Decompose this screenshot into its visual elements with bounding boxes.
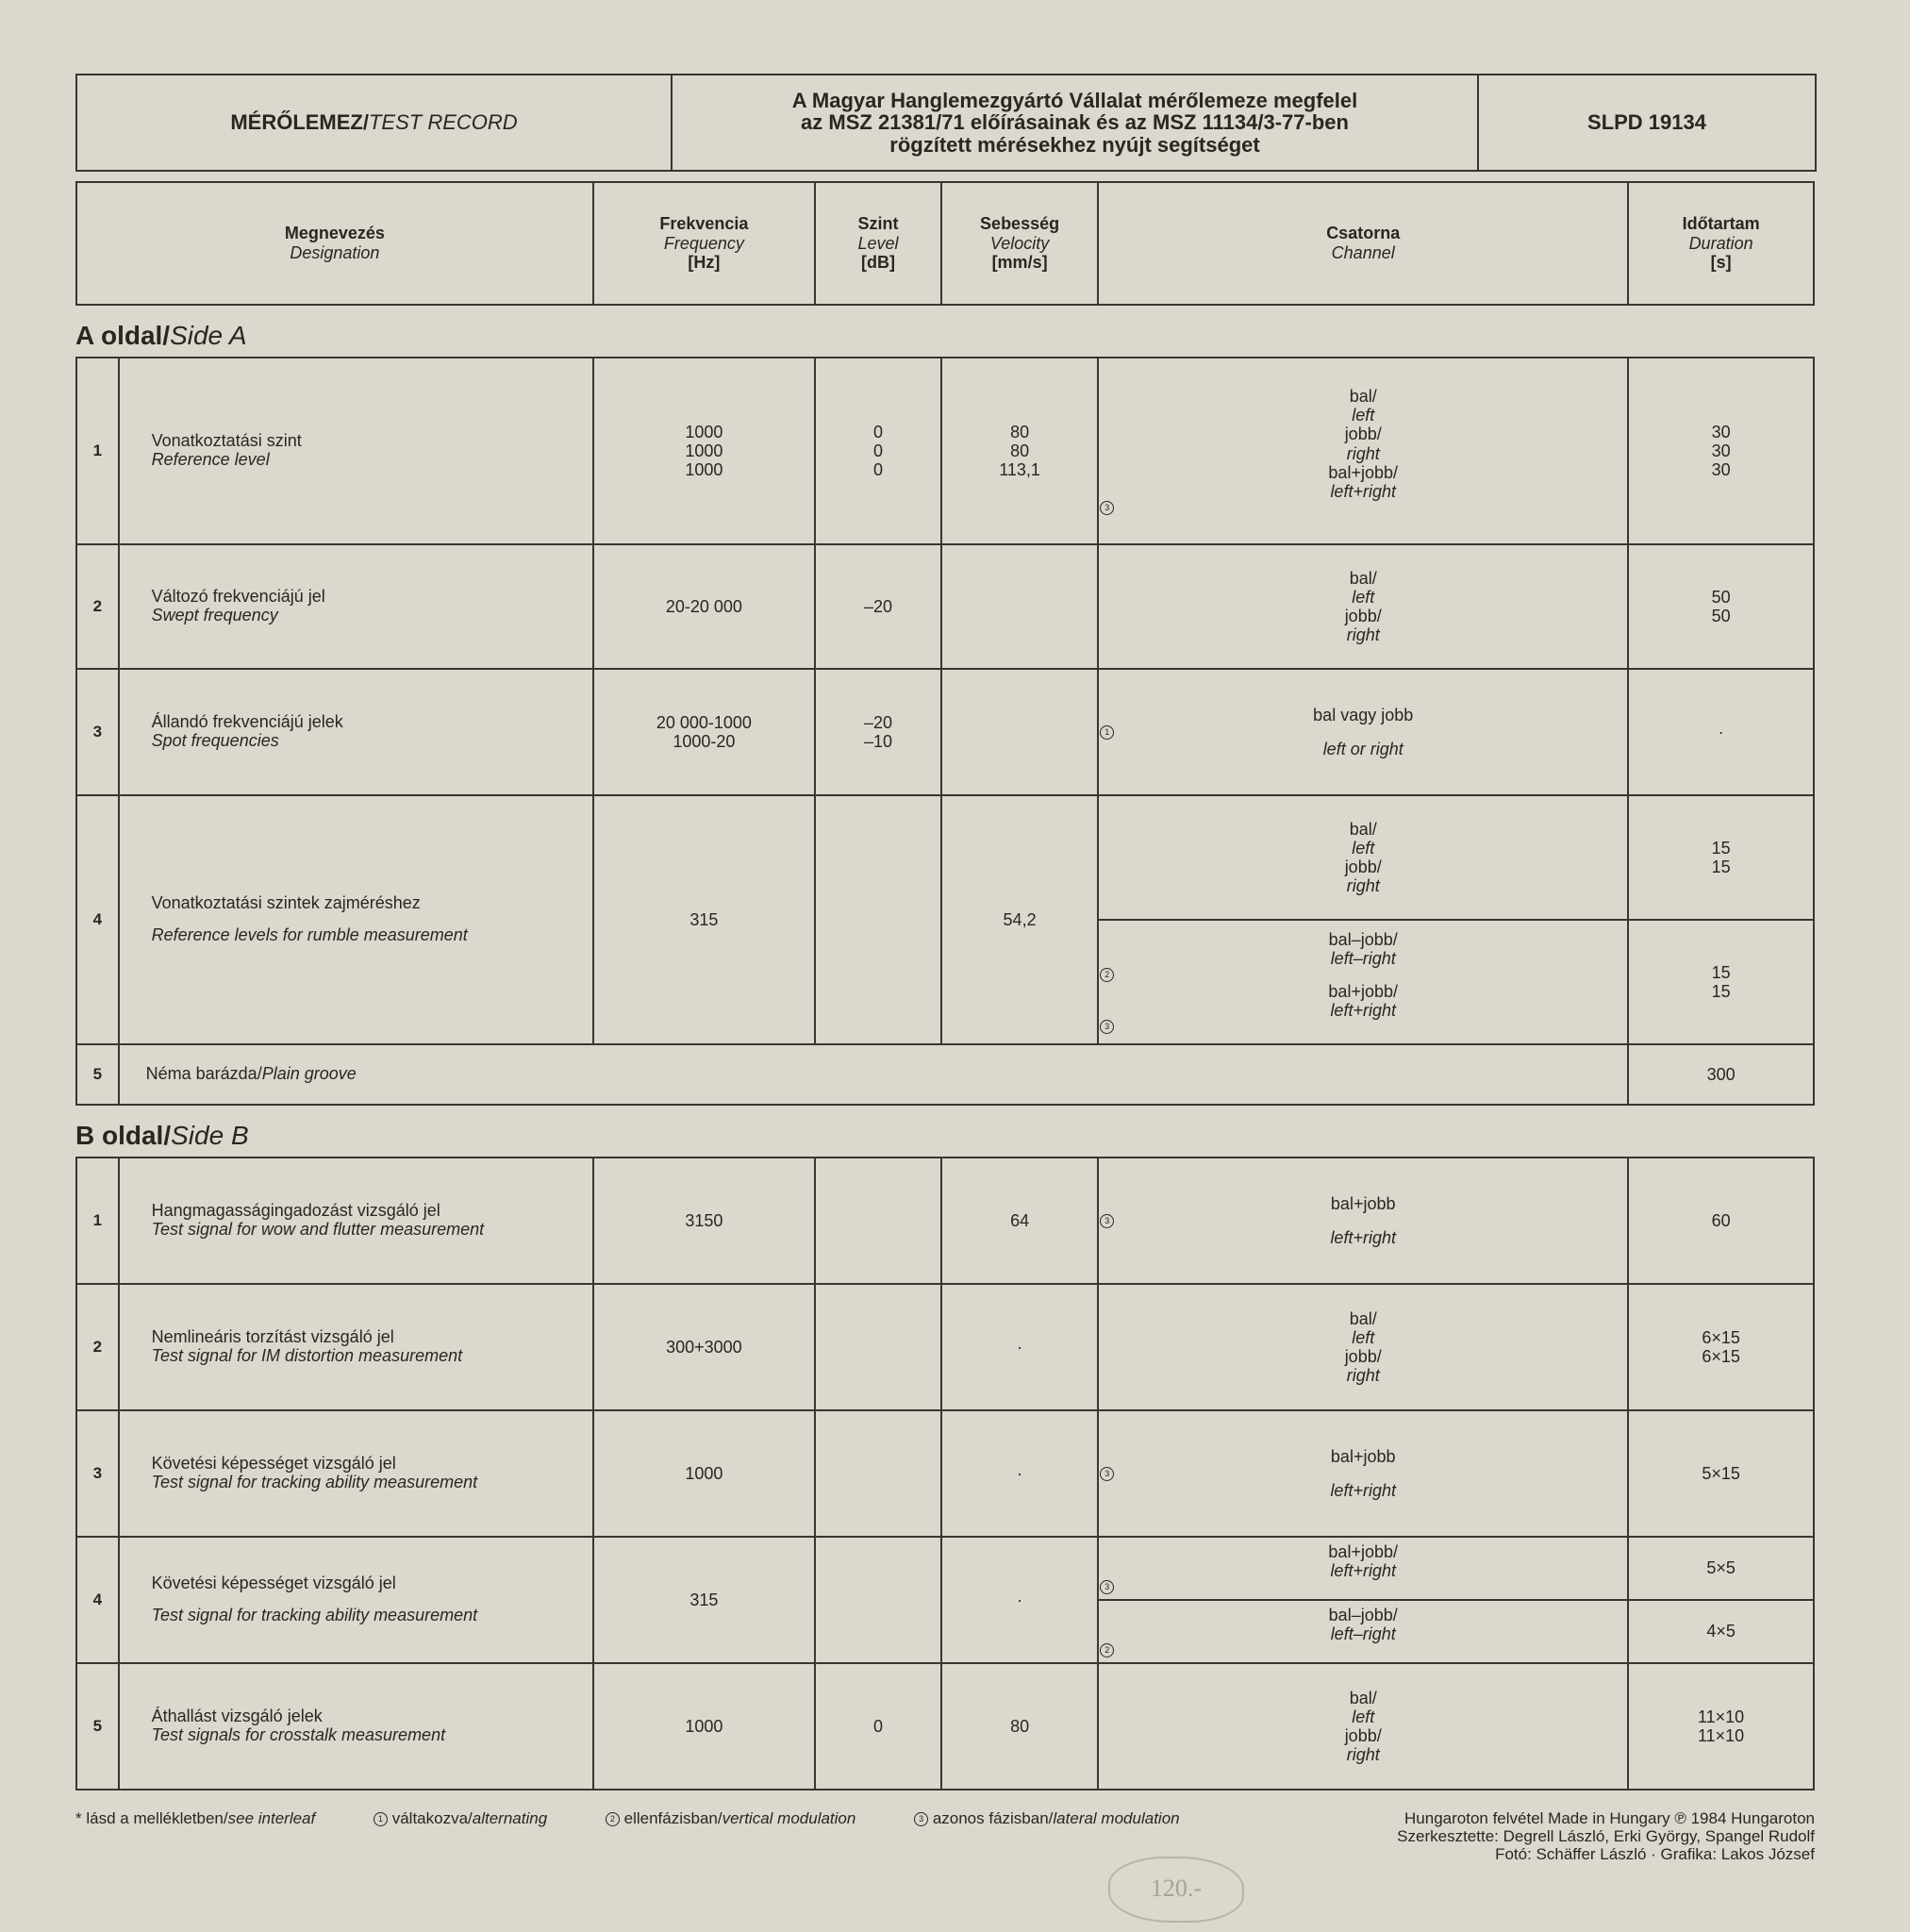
footnote-3-icon: 3	[1100, 1214, 1114, 1228]
table-row: 5 Néma barázda/Plain groove 300	[76, 1044, 1814, 1105]
row-frequency: 20 000-1000 1000-20	[593, 669, 815, 795]
row-frequency: 20-20 000	[593, 544, 815, 669]
row-duration: 60	[1628, 1158, 1814, 1284]
row-frequency: 315	[593, 1537, 815, 1663]
row-channel: bal+jobb/ left+right 3	[1098, 1537, 1628, 1600]
record-sheet	[75, 74, 1815, 1790]
row-designation: Vonatkoztatási szintek zajméréshez Reference levels for rumble measurement	[119, 795, 593, 1044]
header-designation: Megnevezés Designation	[76, 182, 593, 305]
row-duration: 15 15	[1628, 920, 1814, 1044]
table-row: 3 Követési képességet vizsgáló jel Test signal for tracking ability measurement 1000 · bal+jobb 3 left+right 5×15	[76, 1410, 1814, 1537]
row-duration: 6×15 6×15	[1628, 1284, 1814, 1410]
row-duration: 4×5	[1628, 1600, 1814, 1663]
side-a-table	[75, 357, 1815, 1106]
row-level: –20 –10	[815, 669, 941, 795]
table-row: 2 Nemlineáris torzítást vizsgáló jel Test signal for IM distortion measurement 300+3000 · bal/ left jobb/ right 6×15 6×15	[76, 1284, 1814, 1410]
row-level: –20	[815, 544, 941, 669]
row-duration: 11×10 11×10	[1628, 1663, 1814, 1790]
row-channel: bal–jobb/ left–right 2 bal+jobb/ left+right 3	[1098, 920, 1628, 1044]
row-velocity	[941, 669, 1098, 795]
header-frequency: Frekvencia Frequency [Hz]	[593, 182, 815, 305]
row-level	[815, 795, 941, 1044]
row-channel: bal+jobb 3 left+right	[1098, 1410, 1628, 1537]
record-description: A Magyar Hanglemezgyártó Vállalat mérőlemeze megfelel az MSZ 21381/71 előírásainak és az MSZ 11134/3-77-ben rögzített mérésekhez nyújt segítséget	[672, 75, 1478, 171]
row-designation: Változó frekvenciájú jel Swept frequency	[119, 544, 593, 669]
table-row: 4 Vonatkoztatási szintek zajméréshez Reference levels for rumble measurement 315 54,2 bal/ left jobb/ right 15 15	[76, 795, 1814, 920]
header-duration: Időtartam Duration [s]	[1628, 182, 1814, 305]
row-velocity: 80	[941, 1663, 1098, 1790]
footnote-3-icon: 3	[1100, 501, 1114, 515]
table-row: 1 Vonatkoztatási szint Reference level 1000 1000 1000 0 0 0 80 80 113,1 bal/ left jobb/ right bal+jobb/ left+right 3 30 30 30	[76, 358, 1814, 544]
row-frequency: 1000 1000 1000	[593, 358, 815, 544]
row-designation: Áthallást vizsgáló jelek Test signals for crosstalk measurement	[119, 1663, 593, 1790]
row-channel: bal/ left jobb/ right	[1098, 1663, 1628, 1790]
table-row: 4 Követési képességet vizsgáló jel Test signal for tracking ability measurement 315 · bal+jobb/ left+right 3 5×5	[76, 1537, 1814, 1600]
side-b-title: B oldal/Side B	[75, 1121, 249, 1150]
row-channel: bal/ left jobb/ right bal+jobb/ left+right 3	[1098, 358, 1628, 544]
footnote-3-icon: 3	[1100, 1020, 1114, 1034]
row-channel: bal/ left jobb/ right	[1098, 795, 1628, 920]
legend-item: 2 ellenfázisban/vertical modulation	[605, 1809, 855, 1827]
row-level	[815, 1284, 941, 1410]
row-designation: Állandó frekvenciájú jelek Spot frequencies	[119, 669, 593, 795]
row-designation: Vonatkoztatási szint Reference level	[119, 358, 593, 544]
row-level	[815, 1537, 941, 1663]
title-table	[75, 74, 1817, 172]
row-designation: Nemlineáris torzítást vizsgáló jel Test signal for IM distortion measurement	[119, 1284, 593, 1410]
footnote-3-icon: 3	[1100, 1580, 1114, 1594]
row-frequency: 1000	[593, 1663, 815, 1790]
footnote-2-icon: 2	[1100, 1643, 1114, 1657]
row-designation: Néma barázda/Plain groove	[119, 1044, 1629, 1105]
legend-item: 1 váltakozva/alternating	[373, 1809, 547, 1827]
header-channel: Csatorna Channel	[1098, 182, 1628, 305]
row-frequency: 315	[593, 795, 815, 1044]
side-b-table	[75, 1157, 1815, 1790]
row-channel: bal/ left jobb/ right	[1098, 544, 1628, 669]
credits: Hungaroton felvétel Made in Hungary ℗ 1984 Hungaroton Szerkesztette: Degrell László, Erki György, Spangel Rudolf Fotó: Schäffer László · Grafika: Lakos József	[1397, 1809, 1815, 1864]
row-duration: 30 30 30	[1628, 358, 1814, 544]
row-designation: Követési képességet vizsgáló jel Test signal for tracking ability measurement	[119, 1410, 593, 1537]
table-row: 5 Áthallást vizsgáló jelek Test signals for crosstalk measurement 1000 0 80 bal/ left jobb/ right 11×10 11×10	[76, 1663, 1814, 1790]
row-velocity: ·	[941, 1284, 1098, 1410]
row-duration: 50 50	[1628, 544, 1814, 669]
footnote-2-icon: 2	[606, 1812, 620, 1826]
row-channel: bal/ left jobb/ right	[1098, 1284, 1628, 1410]
row-velocity: 54,2	[941, 795, 1098, 1044]
row-frequency: 300+3000	[593, 1284, 815, 1410]
row-duration: ·	[1628, 669, 1814, 795]
table-row: 3 Állandó frekvenciájú jelek Spot frequencies 20 000-1000 1000-20 –20 –10 bal vagy jobb 1 left or right ·	[76, 669, 1814, 795]
record-title: MÉRŐLEMEZ/TEST RECORD	[76, 75, 672, 171]
row-frequency: 1000	[593, 1410, 815, 1537]
table-row: 1 Hangmagasságingadozást vizsgáló jel Test signal for wow and flutter measurement 3150 64 bal+jobb 3 left+right 60	[76, 1158, 1814, 1284]
table-row: 2 Változó frekvenciájú jel Swept frequency 20-20 000 –20 bal/ left jobb/ right 50 50	[76, 544, 1814, 669]
row-channel: bal+jobb 3 left+right	[1098, 1158, 1628, 1284]
row-duration: 300	[1628, 1044, 1814, 1105]
footnote-3-icon: 3	[914, 1812, 928, 1826]
header-level: Szint Level [dB]	[815, 182, 941, 305]
row-designation: Követési képességet vizsgáló jel Test signal for tracking ability measurement	[119, 1537, 593, 1663]
row-level	[815, 1410, 941, 1537]
row-designation: Hangmagasságingadozást vizsgáló jel Test signal for wow and flutter measurement	[119, 1158, 593, 1284]
row-channel: bal–jobb/ left–right 2	[1098, 1600, 1628, 1663]
header-velocity: Sebesség Velocity [mm/s]	[941, 182, 1098, 305]
row-velocity	[941, 544, 1098, 669]
footnote-legend	[75, 1809, 1233, 1828]
row-duration: 5×15	[1628, 1410, 1814, 1537]
side-a-title: A oldal/Side A	[75, 321, 247, 350]
footnote-3-icon: 3	[1100, 1467, 1114, 1481]
row-velocity: ·	[941, 1537, 1098, 1663]
column-header-table	[75, 181, 1815, 306]
row-level: 0 0 0	[815, 358, 941, 544]
row-frequency: 3150	[593, 1158, 815, 1284]
row-velocity: ·	[941, 1410, 1098, 1537]
row-duration: 15 15	[1628, 795, 1814, 920]
price-stamp: 120.-	[1108, 1857, 1244, 1923]
row-duration: 5×5	[1628, 1537, 1814, 1600]
row-velocity: 80 80 113,1	[941, 358, 1098, 544]
row-level: 0	[815, 1663, 941, 1790]
legend-item: * lásd a mellékletben/see interleaf	[75, 1809, 316, 1827]
legend-item: 3 azonos fázisban/lateral modulation	[913, 1809, 1180, 1827]
row-channel: bal vagy jobb 1 left or right	[1098, 669, 1628, 795]
row-level	[815, 1158, 941, 1284]
footnote-1-icon: 1	[374, 1812, 388, 1826]
catalog-number: SLPD 19134	[1478, 75, 1816, 171]
footnote-1-icon: 1	[1100, 725, 1114, 740]
footnote-2-icon: 2	[1100, 968, 1114, 982]
row-velocity: 64	[941, 1158, 1098, 1284]
